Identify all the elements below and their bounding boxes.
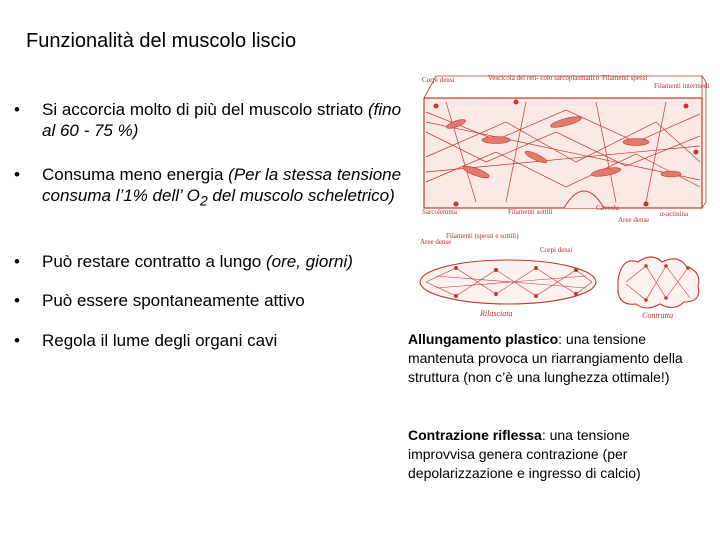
label-alfa-actinina: α-actinina [660,210,689,218]
label-corpi-densi-bottom: Corpi densi [540,246,573,254]
bullet-dot: • [14,165,20,184]
label-corpi-densi-top: Corpi densi [422,76,455,84]
bullet-dot: • [14,252,20,271]
bullet-text: Può essere spontaneamente attivo [42,291,305,310]
smooth-muscle-illustration [416,62,712,320]
bullet-text: Regola il lume degli organi cavi [42,331,278,350]
smooth-muscle-cell-drawing [424,76,706,208]
bullet-text: Si accorcia molto di più del muscolo striato (fino al 60 - 75 %) [42,100,402,140]
label-vescicola: Vescicola del reti- colo sarcoplasmatico [488,74,600,82]
label-aree-dense-left: Aree dense [420,238,452,246]
label-rilasciata: Rilasciata [480,309,513,318]
relaxed-cell-drawing [420,260,596,304]
bullet-dot: • [14,331,20,350]
label-filamenti-spessi-sottili: Filamenti (spessi e sottili) [446,232,519,240]
note-contrazione-riflessa: Contrazione riflessa: una tensione improvvisa genera contrazione (per depolarizzazione e ingresso di calcio) [408,427,641,481]
slide-title: Funzionalità del muscolo liscio [26,30,297,52]
label-aree-dense-right: Aree dense [618,216,650,224]
bullet-dot: • [14,291,20,310]
bullet-dot: • [14,100,20,119]
label-filamenti-sottili: Filamenti sottili [508,208,553,216]
label-contratta: Contratta [642,311,674,320]
label-sarcolemma: Sarcolemma [422,208,457,216]
bullet-text: Consuma meno energia (Per la stessa tensione consuma l’1% dell’ $O_2$ del muscolo scheletrico) [42,165,402,210]
label-filamenti-intermedi: Filamenti intermedi [654,82,710,90]
note-allungamento-plastico: Allungamento plastico: una tensione mantenuta provoca un riarrangiamento della struttura (non c’è una lunghezza ottimale!) [408,331,683,385]
contracted-cell-drawing [618,257,699,308]
label-caveola: Caveola [596,204,619,212]
label-filamenti-spessi: Filamenti spessi [602,74,648,82]
bullet-text: Può restare contratto a lungo (ore, giorni) [42,252,353,271]
